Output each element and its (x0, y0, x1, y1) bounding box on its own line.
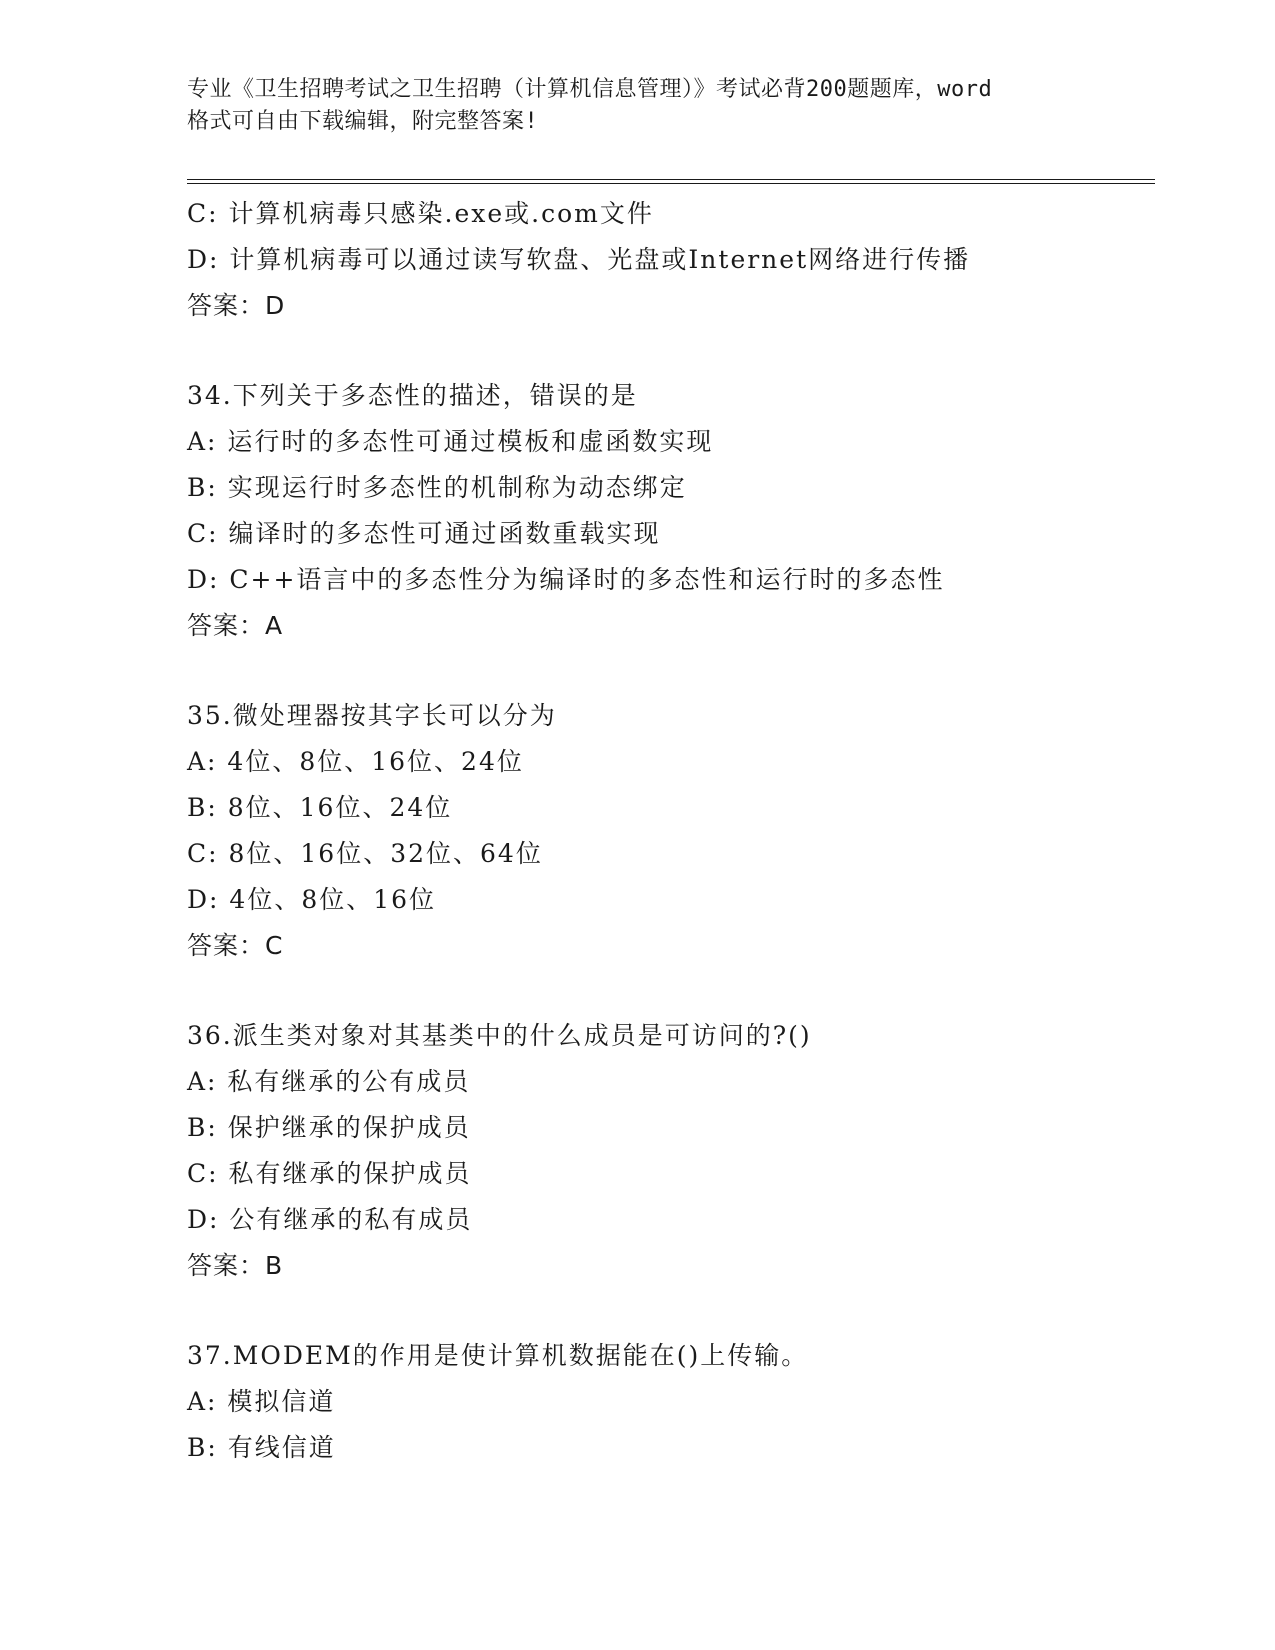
option-b: B: 有线信道 (187, 1433, 336, 1462)
option-d: D: 4位、8位、16位 (187, 885, 437, 914)
answer: 答案：D (187, 291, 286, 320)
header-line-2: 格式可自由下载编辑，附完整答案! (187, 109, 539, 134)
option-c: C: 8位、16位、32位、64位 (187, 839, 543, 868)
option-c: C: 私有继承的保护成员 (187, 1159, 472, 1188)
answer: 答案：A (187, 611, 284, 640)
option-b: B: 保护继承的保护成员 (187, 1113, 471, 1142)
header-line-1: 专业《卫生招聘考试之卫生招聘（计算机信息管理）》考试必背200题题库，word (187, 77, 993, 102)
option-b: B: 实现运行时多态性的机制称为动态绑定 (187, 473, 687, 502)
question-continued (187, 191, 1137, 329)
option-a: A: 模拟信道 (187, 1387, 336, 1416)
question-stem: 34.下列关于多态性的描述，错误的是 (187, 381, 638, 410)
question-37 (187, 1333, 1137, 1471)
option-c: C: 编译时的多态性可通过函数重载实现 (187, 519, 661, 548)
option-a: A: 运行时的多态性可通过模板和虚函数实现 (187, 427, 714, 456)
question-stem: 36.派生类对象对其基类中的什么成员是可访问的?() (187, 1021, 812, 1050)
document-header (187, 74, 1087, 138)
answer: 答案：B (187, 1251, 284, 1280)
option-c: C: 计算机病毒只感染.exe或.com文件 (187, 199, 654, 228)
question-stem: 37.MODEM的作用是使计算机数据能在()上传输。 (187, 1341, 809, 1370)
question-34 (187, 373, 1137, 649)
question-stem: 35.微处理器按其字长可以分为 (187, 701, 557, 730)
answer: 答案：C (187, 931, 284, 960)
option-d: D: 计算机病毒可以通过读写软盘、光盘或Internet网络进行传播 (187, 245, 971, 274)
question-35 (187, 693, 1137, 969)
option-b: B: 8位、16位、24位 (187, 793, 453, 822)
question-list (187, 191, 1137, 1471)
option-d: D: 公有继承的私有成员 (187, 1205, 473, 1234)
option-d: D: C++语言中的多态性分为编译时的多态性和运行时的多态性 (187, 565, 945, 594)
option-a: A: 私有继承的公有成员 (187, 1067, 471, 1096)
question-36 (187, 1013, 1137, 1289)
header-divider-bottom (187, 183, 1155, 184)
option-a: A: 4位、8位、16位、24位 (187, 747, 524, 776)
header-divider-top (187, 179, 1155, 180)
